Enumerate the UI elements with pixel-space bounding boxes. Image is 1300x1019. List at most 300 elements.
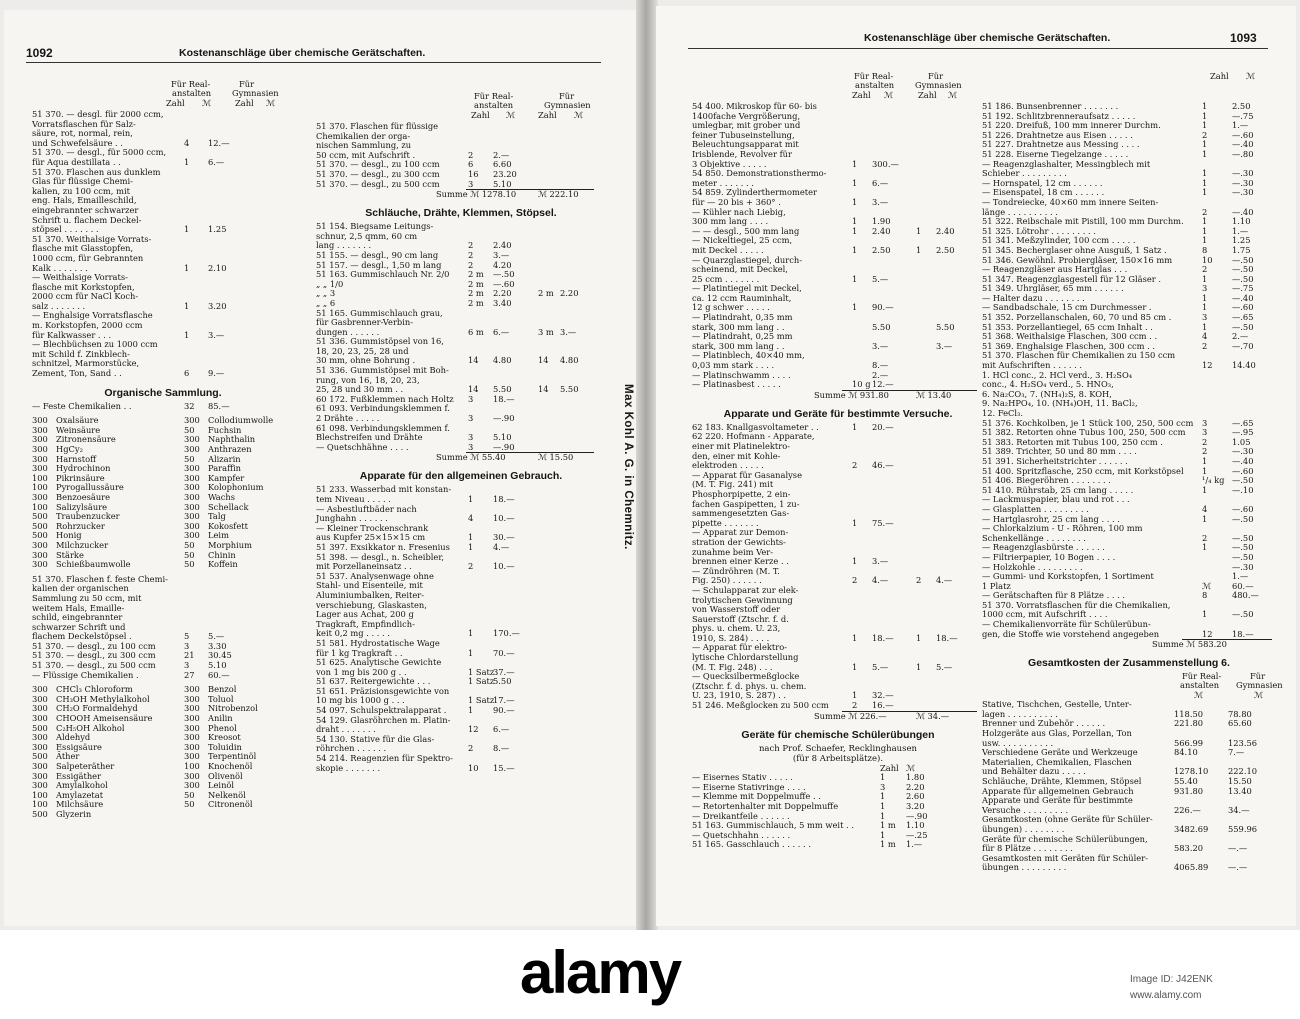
lc2-value-cell: 3 <box>468 413 474 424</box>
rc2-value-cell: 84.10 <box>1174 747 1198 758</box>
rc2-value-cell: 1.— <box>1232 120 1249 131</box>
rc1-item-text: 1400fache Vergrößerung, <box>692 110 801 121</box>
rc2-item-text: 51 192. Schlitzbrenneraufsatz . . . . . <box>982 110 1136 121</box>
rc2-item-text: — Chemikalienvorräte für Schülerübun- <box>982 619 1151 630</box>
lc2-item-text: verschiebung, Glaskasten, <box>316 599 427 610</box>
rc2-item-text: — Reagenzglasbürste . . . . . . <box>982 542 1105 553</box>
rc2-value-cell: 1 <box>1202 292 1208 303</box>
rc2-item-text: Gesamtkosten mit Geräten für Schüler- <box>982 852 1148 863</box>
lc1-item-text: Kalk . . . . . . . <box>32 262 88 273</box>
rc2-value-cell: 18.— <box>1232 628 1254 639</box>
lc1-amount: 500 <box>32 722 48 733</box>
rc2-item-text: Materialien, Chemikalien, Flaschen <box>982 756 1132 767</box>
lc2-value-cell: 17.— <box>493 695 515 706</box>
rc1-value-cell: 2 <box>852 575 858 586</box>
lc2-value-cell: 1 Satz <box>468 676 495 687</box>
rc2-value-cell: 1 <box>1202 455 1208 466</box>
lc1-chemical-name: Hydrochinon <box>56 463 111 474</box>
left-header-rule <box>26 62 601 63</box>
lc2-value-cell: 3 <box>468 432 474 443</box>
lc1-chemical-name: Morphium <box>208 539 252 550</box>
lc1-value-cell: 1 <box>184 156 190 167</box>
rc1-item-text: 54 850. Demonstrationsthermo- <box>692 168 827 179</box>
lc1-amount: 300 <box>184 482 200 493</box>
lc2-value-cell: 4 <box>468 513 474 524</box>
rc1-value-cell: 1 <box>852 196 858 207</box>
lc1-chemical-pair-row <box>32 810 294 820</box>
rc2-table-row <box>982 863 1276 873</box>
lc1-chemical-name: Citronenöl <box>208 799 253 810</box>
rc2-value-cell: —.30 <box>1232 561 1254 572</box>
lc2-value-cell: 2 m <box>538 288 554 299</box>
rc1-value-cell: 2.50 <box>872 244 891 255</box>
lc2-head-label: Zahl <box>471 110 490 120</box>
lc2-value-cell: 3 <box>468 441 474 452</box>
rc1-head-label: Für <box>928 71 944 81</box>
lc2-value-cell: 6.60 <box>493 159 512 170</box>
lc1-value-cell: 32 <box>184 400 195 411</box>
lc1-chemical-name: CH₂O Formaldehyd <box>56 703 138 714</box>
lc2-value-cell: 3 m <box>538 326 554 337</box>
rc2-item-text: Schenkellänge . . . . . . . . <box>982 532 1086 543</box>
lc1-chemical-name: Leim <box>208 530 229 541</box>
lc1-item-text: Zement, Ton, Sand . . <box>32 368 122 379</box>
lc2-item-text: 51 651. Präzisionsgewichte von <box>316 685 450 696</box>
lc2-item-text: von 1 mg bis 200 g . . <box>316 666 407 677</box>
lc2-value-cell: 2 m <box>468 278 484 289</box>
lc1-chemical-name: Milchzucker <box>56 539 109 550</box>
rc2-item-text: 51 382. Retorten ohne Tubus 100, 250, 500 ccm <box>982 427 1186 438</box>
lc1-item-text: — Weithalsige Vorrats- <box>32 272 128 283</box>
rc2-value-cell: —.50 <box>1232 273 1254 284</box>
rc1-value-cell: 4.— <box>872 575 889 586</box>
rc2-totals-head-label: Gymnasien <box>1236 680 1283 691</box>
rc1-value-cell: 6.— <box>872 177 889 188</box>
lc2-value-cell: 37.— <box>493 666 515 677</box>
rc1-value-cell: 2 <box>852 460 858 471</box>
rc1-item-text: für — 20 bis + 360° . <box>692 196 781 207</box>
lc2-value-cell: 2 <box>468 240 474 251</box>
lc1-chemical-name: Kolophonium <box>208 482 264 493</box>
lc1-value-cell: 1 <box>184 224 190 235</box>
lc2-item-text: 51 397. Exsikkator n. Fresenius <box>316 541 450 552</box>
lc1-chemical-name: Anilin <box>208 713 233 724</box>
lc1-section-heading: Organische Sammlung. <box>104 386 222 399</box>
rc2-value-cell: —.60 <box>1232 465 1254 476</box>
lc2-value-cell: —.90 <box>493 413 515 424</box>
lc1-value-cell: 5.— <box>208 631 225 642</box>
lc2-item-text: röhrchen . . . . . . <box>316 743 387 754</box>
rc1-value-cell: 32.— <box>872 690 894 701</box>
rc2-item-text: — Eisenspatel, 18 cm . . . . . . <box>982 187 1105 198</box>
lc1-head-label: ℳ <box>202 98 211 108</box>
rc2-item-text: Versuche . . . . . . . . . <box>982 804 1069 815</box>
lc2-value-cell: 2 m <box>468 269 484 280</box>
rc2-item-text: 51 406. Biegeröhren . . . . . . . . <box>982 475 1111 486</box>
rc1-section-subheading: (für 8 Arbeitsplätze). <box>792 753 884 764</box>
rc1-item-text: ca. 12 ccm Rauminhalt, <box>692 292 792 303</box>
rc2-value-cell: 8 <box>1202 590 1208 601</box>
lc1-amount: 300 <box>32 444 48 454</box>
rc2-item-text: 51 352. Porzellanschalen, 60, 70 und 85 cm . <box>982 312 1172 323</box>
rc1-item-text: sammengesetzten Gas- <box>692 508 790 519</box>
rc2-value-cell: 1 <box>1202 168 1208 179</box>
lc1-chemical-name: Schellack <box>208 501 249 512</box>
rc2-item-text: gen, die Stoffe wie vorstehend angegeben <box>982 628 1160 639</box>
lc2-value-cell: 2 <box>468 743 474 754</box>
rc1-value-cell: 1.80 <box>906 772 925 783</box>
rc2-value-cell: ¹/₄ kg <box>1202 475 1225 486</box>
rc2-value-cell: —.50 <box>1232 532 1254 543</box>
lc2-value-cell: —.50 <box>493 269 515 280</box>
rc1-value-cell: 1 m <box>880 839 896 850</box>
watermark-site: www.alamy.com <box>1130 990 1202 1001</box>
rc2-item-text: 51 389. Trichter, 50 und 80 mm . . . . <box>982 446 1137 457</box>
lc2-item-text: 51 336. Gummistöpsel von 16, <box>316 336 444 347</box>
lc2-item-text: rung, von 16, 18, 20, 23, <box>316 374 420 385</box>
lc2-sum-value: Summe ℳ 55.40 <box>436 452 506 463</box>
lc1-value-cell: 12.— <box>208 137 230 148</box>
lc2-value-cell: 18.— <box>493 494 515 504</box>
lc2-value-cell: 2 <box>468 249 474 260</box>
lc1-chemical-name: Glyzerin <box>56 808 92 819</box>
rc2-value-cell: —.75 <box>1232 110 1254 121</box>
rc2-value-cell: 2.50 <box>1232 101 1251 111</box>
lc1-chemical-name: Olivenöl <box>208 770 243 781</box>
rc1-value-cell: 3 <box>880 781 886 792</box>
lc1-head-label: Gymnasien <box>232 88 279 98</box>
rc1-item-text: 12 g schwer . . . . . <box>692 302 770 313</box>
lc1-head-label: Zahl <box>166 98 185 108</box>
lc1-amount: 500 <box>32 520 48 531</box>
rc1-item-text: — Apparat für Gasanalyse <box>692 469 802 480</box>
rc2-value-cell: —.50 <box>1232 264 1254 275</box>
rc2-value-cell: 1 <box>1202 302 1208 313</box>
lc2-value-cell: 6.— <box>493 326 510 337</box>
lc2-sum-row <box>316 189 606 199</box>
lc2-value-cell: 2 <box>468 149 474 160</box>
lc1-amount: 300 <box>32 549 48 560</box>
lc1-amount: 100 <box>32 789 48 800</box>
rc2-value-cell: —.10 <box>1232 484 1254 495</box>
rc2-item-text: Holzgeräte aus Glas, Porzellan, Ton <box>982 728 1132 739</box>
lc1-amount: 50 <box>184 549 195 560</box>
lc2-sum-value: Summe ℳ 1278.10 <box>436 189 517 200</box>
left-page-number: 1092 <box>26 46 53 60</box>
lc2-item-text: für 1 kg Tragkraft . . <box>316 647 403 658</box>
lc2-value-cell: 5.50 <box>493 676 512 687</box>
lc2-head-label: ℳ <box>506 110 515 120</box>
lc1-value-cell: 1.25 <box>208 224 227 235</box>
rc1-value-cell: 1 <box>852 556 858 567</box>
lc2-value-cell: 90.— <box>493 705 515 716</box>
rc2-value-cell: —.80 <box>1232 148 1254 159</box>
rc2-value-cell: 1.75 <box>1232 244 1251 255</box>
left-page-header: Kostenanschläge über chemische Gerätschaften. <box>179 47 426 59</box>
rc1-item-text: 51 165. Gasschlauch . . . . . . <box>692 839 811 850</box>
lc1-amount: 300 <box>32 732 48 743</box>
rc2-item-text: — Glasplatten . . . . . . . . . <box>982 503 1089 514</box>
lc2-section-heading: Apparate für den allgemeinen Gebrauch. <box>359 470 563 483</box>
lc1-value-cell: 1 <box>184 262 190 273</box>
lc1-amount: 100 <box>32 799 48 810</box>
rc2-value-cell: 3 <box>1202 427 1208 438</box>
rc2-value-cell: 1 <box>1202 484 1208 495</box>
lc1-amount: 300 <box>184 693 200 704</box>
rc1-sum-value: ℳ 13.40 <box>916 389 952 400</box>
lc2-value-cell: 1 <box>468 494 474 504</box>
lc1-chemical-name: Anthrazen <box>208 444 252 454</box>
lc2-item-text: Tragkraft, Empfindlich- <box>316 618 415 629</box>
lc1-chemical-name: CHCl₃ Chloroform <box>56 684 133 695</box>
lc1-amount: 300 <box>184 463 200 474</box>
lc2-value-cell: —.60 <box>493 278 515 289</box>
rc2-value-cell: 2 <box>1202 129 1208 140</box>
rc2-value-cell: 78.80 <box>1228 708 1252 719</box>
rc2-value-cell: 118.50 <box>1174 708 1204 719</box>
rc1-value-cell: 2.— <box>872 369 889 380</box>
lc2-item-text: mit Porzellaneinsatz . . <box>316 561 412 572</box>
rc1-value-cell: —.90 <box>906 810 928 821</box>
lc1-amount: 300 <box>184 703 200 714</box>
lc1-item-text: stöpsel . . . . . . . <box>32 224 99 235</box>
rc1-item-text: 1910, S. 284) . . . . <box>692 632 770 643</box>
lc1-item-text: — Feste Chemikalien . . <box>32 400 132 411</box>
rc2-item-text: für 8 Plätze . . . . . . . . <box>982 843 1073 854</box>
lc2-head-label: Gymnasien <box>544 100 591 110</box>
rc1-item-text: — Platintiegel mit Deckel, <box>692 283 802 294</box>
lc1-amount: 300 <box>184 684 200 695</box>
lc1-amount: 50 <box>184 539 195 550</box>
lc1-item-text: 2000 ccm für NaCl Koch- <box>32 291 139 302</box>
lc1-head-label: Für <box>239 79 255 89</box>
rc2-value-cell: 12 <box>1202 360 1213 371</box>
lc2-value-cell: 5.10 <box>493 432 512 443</box>
lc1-amount: 300 <box>184 770 200 781</box>
rc2-item-text: 51 353. Porzellantiegel, 65 ccm Inhalt . . <box>982 321 1153 332</box>
rc2-value-cell: 1 <box>1202 177 1208 188</box>
rc2-item-text: und Behälter dazu . . . . . <box>982 766 1086 777</box>
lc2-value-cell: 2.40 <box>493 240 512 251</box>
lc1-amount: 300 <box>184 472 200 483</box>
rc1-value-cell: 18.— <box>872 632 894 643</box>
rc2-value-cell: —.30 <box>1232 187 1254 198</box>
rc2-sum-row <box>982 639 1276 649</box>
lc1-item-text: weitem Hals, Emaille- <box>32 602 125 613</box>
lc1-table-row <box>32 671 294 681</box>
lc2-value-cell: 4.80 <box>560 355 579 366</box>
rc1-value-cell: 1 <box>852 661 858 672</box>
lc2-item-text: 51 155. — desgl., 90 cm lang <box>316 249 439 260</box>
lc1-amount: 500 <box>32 751 48 762</box>
lc2-value-cell: 1 <box>468 532 474 543</box>
lc1-amount: 300 <box>32 713 48 724</box>
lc2-item-text: 51 637. Reitergewichte . . . <box>316 676 431 687</box>
lc1-chemical-name: Paraffin <box>208 463 241 474</box>
rc2-value-cell: 1.05 <box>1232 436 1251 447</box>
lc2-sum-value: ℳ 222.10 <box>538 189 579 200</box>
lc2-value-cell: 10.— <box>493 561 515 572</box>
rc1-value-cell: 75.— <box>872 517 894 528</box>
rc2-value-cell: 2 <box>1202 206 1208 217</box>
rc1-item-text: 62 183. Knallgasvoltameter . . <box>692 421 819 432</box>
rc2-item-text: 51 368. Weithalsige Flaschen, 300 ccm . . <box>982 331 1158 342</box>
lc1-block-gap <box>32 820 294 825</box>
lc1-amount: 300 <box>184 530 200 541</box>
rc2-totals-head-label: ℳ <box>1194 690 1203 701</box>
rc1-item-text: (M. T. Fig. 241) mit <box>692 479 774 490</box>
rc2-totals-head <box>982 671 1283 701</box>
lc2-item-text: Lager aus Achat, 200 g <box>316 609 414 620</box>
lc2-item-text: 51 370. — desgl., zu 300 ccm <box>316 168 440 179</box>
lc2-item-text: — Asbestluftbäder nach <box>316 503 417 514</box>
rc1-item-text: fachen Gaspipetten, 1 zu- <box>692 498 800 509</box>
rc2-value-cell: —.40 <box>1232 206 1254 217</box>
lc1-item-text: eng. Hals, Emailleschild, <box>32 195 137 206</box>
rc2-totals-head-label: anstalten <box>1180 680 1220 691</box>
rc2-value-cell: 1 <box>1202 273 1208 284</box>
lc1-item-text: flasche mit Glasstopfen, <box>32 243 134 254</box>
lc2-item-text: 54 130. Stative für die Glas- <box>316 733 435 744</box>
lc1-amount: 100 <box>32 501 48 512</box>
rc1-item-text: 25 ccm . . . . . . . <box>692 273 760 284</box>
rc2-value-cell: 480.— <box>1232 590 1259 601</box>
lc1-chemical-pair-row <box>32 560 294 570</box>
lc1-item-text: kalien, zu 100 ccm, mit <box>32 185 130 196</box>
lc1-value-cell: 1 <box>184 300 190 311</box>
book-gutter <box>636 0 658 930</box>
lc1-amount: 300 <box>184 741 200 752</box>
rc1-item-text: 62 220. Hofmann - Apparate, <box>692 431 815 442</box>
lc2-item-text: 18, 20, 23, 25, 28 und <box>316 345 409 356</box>
lc1-amount: 300 <box>32 770 48 781</box>
lc2-value-cell: 4.80 <box>493 355 512 366</box>
lc1-item-text: salz . . . . . . . <box>32 300 86 311</box>
rc2-value-cell: 10 <box>1202 254 1213 265</box>
rc1-item-text: — — desgl., 500 mm lang <box>692 225 800 236</box>
lc1-item-text: 51 370. Flaschen f. feste Chemi- <box>32 573 168 584</box>
lc2-value-cell: 2 m <box>468 297 484 308</box>
rc2-value-cell: 4 <box>1202 503 1208 514</box>
rc2-table-row <box>982 630 1276 640</box>
lc2-item-text: 51 370. Flaschen für flüssige <box>316 121 439 131</box>
rc2-item-text: übungen) . . . . . . . . <box>982 823 1065 834</box>
lc2-value-cell: 3.— <box>493 249 510 260</box>
lc2-item-text: — Quetschhähne . . . . <box>316 441 409 452</box>
lc1-amount: 50 <box>184 453 195 464</box>
rc2-value-cell: 4065.89 <box>1174 862 1209 873</box>
lc2-sum-value: ℳ 15.50 <box>538 452 574 463</box>
rc2-value-cell: 1 <box>1202 101 1208 111</box>
rc1-value-cell: 2.20 <box>906 781 925 792</box>
rc1-value-cell: 1 <box>852 632 858 643</box>
lc2-item-text: tem Niveau . . . . . <box>316 494 391 504</box>
lc1-item-text: 51 370. — desgl., zu 300 ccm <box>32 650 156 661</box>
rc1-item-text: pipette . . . . . . . <box>692 517 759 528</box>
rc1-item-text: 54 400. Mikroskop für 60- bis <box>692 101 817 111</box>
lc2-head-label: anstalten <box>474 100 514 110</box>
lc1-chemical-name: Äther <box>56 751 80 762</box>
lc1-chemical-name: CHOOH Ameisensäure <box>56 713 153 724</box>
rc2-value-cell: 566.99 <box>1174 737 1204 748</box>
rc2-value-cell: 1.— <box>1232 225 1249 236</box>
lc2-head-label: Zahl <box>538 110 557 120</box>
rc2-item-text: — Holzkohle . . . . . . . . . <box>982 561 1083 572</box>
rc1-item-text: — Platinasbest . . . . . <box>692 379 781 390</box>
rc2-value-cell: —.40 <box>1232 455 1254 466</box>
lc1-amount: 300 <box>32 559 48 570</box>
rc1-value-cell: 1 <box>880 772 886 783</box>
lc2-item-text: „ „ 6 <box>316 297 336 308</box>
rc1-item-text: scheinend, mit Deckel, <box>692 264 788 275</box>
lc1-amount: 100 <box>184 761 200 771</box>
lc2-value-cell: 4.20 <box>493 259 512 270</box>
lc2-value-cell: 1 <box>468 705 474 716</box>
rc1-item-text: — Platinblech, 40×40 mm, <box>692 350 805 361</box>
lc1-amount: 300 <box>184 415 200 426</box>
lc1-item-text: kalien der organischen <box>32 583 129 594</box>
rc1-item-text: 0,03 mm stark . . . . <box>692 360 775 371</box>
rc2-value-cell: —.65 <box>1232 312 1254 323</box>
lc1-chemical-name: Harnstoff <box>56 453 96 464</box>
rc2-value-cell: —.30 <box>1232 446 1254 457</box>
rc1-item-text: 51 163. Gummischlauch, 5 mm weit . . <box>692 820 854 831</box>
lc1-item-text: eingebrannter schwarzer <box>32 204 139 215</box>
lc1-value-cell: 6 <box>184 368 190 379</box>
rc1-item-text: mit Deckel . . . . . <box>692 244 764 255</box>
right-page-number: 1093 <box>1230 31 1257 45</box>
rc2-value-cell: 15.50 <box>1228 776 1252 786</box>
rc1-head-label: Gymnasien <box>915 80 962 90</box>
lc2-table-row <box>316 289 606 299</box>
lc2-item-text: Stahl- und Eisenteile, mit <box>316 580 423 591</box>
left-column-1 <box>32 80 294 825</box>
lc1-item-text: flachem Deckelstöpsel . <box>32 631 132 642</box>
rc2-value-cell: —.70 <box>1232 340 1254 351</box>
rc1-value-cell: 1 <box>880 829 886 840</box>
lc1-amount: 300 <box>32 741 48 752</box>
lc1-value-cell: 4 <box>184 137 190 148</box>
lc1-value-cell: 3.30 <box>208 640 227 651</box>
rc1-item-text: (Ztschr. f. d. phys. u. chem. <box>692 680 807 691</box>
lc1-amount: 300 <box>184 501 200 512</box>
rc2-item-text: 51 345. Becherglaser ohne Ausguß, 1 Satz . <box>982 244 1167 255</box>
lc1-table-row <box>32 402 294 412</box>
lc1-amount: 300 <box>32 539 48 550</box>
rc2-value-cell: 1278.10 <box>1174 766 1209 777</box>
lc2-value-cell: 14 <box>468 355 479 366</box>
lc2-item-text: Junghahn . . . . . . <box>316 513 388 524</box>
rc1-sum-row <box>692 390 984 400</box>
rc1-table-row <box>692 701 984 711</box>
lc1-chemical-name: Kampfer <box>208 472 245 483</box>
lc1-chemical-name: Pikrinsäure <box>56 472 105 483</box>
rc1-value-cell: 16.— <box>872 700 894 711</box>
rc1-item-text: — Platinschwamm . . . . <box>692 369 791 380</box>
lc1-amount: 100 <box>32 482 48 493</box>
rc2-value-cell: 1 <box>1202 148 1208 159</box>
lc1-chemical-name: HgCy₂ <box>56 444 83 454</box>
rc2-value-cell: —.50 <box>1232 254 1254 265</box>
rc1-item-text: Irisblende, Revolver für <box>692 148 792 159</box>
rc2-item-text: — Gummi- und Korkstopfen, 1 Sortiment <box>982 571 1154 582</box>
rc1-value-cell: 12.— <box>872 379 894 390</box>
rc2-value-cell: 1.10 <box>1232 216 1251 227</box>
lc2-item-text: 54 129. Glasröhrchen m. Platin- <box>316 714 451 725</box>
lc1-amount: 50 <box>184 799 195 810</box>
lc1-value-cell: 5.10 <box>208 660 227 671</box>
rc2-value-cell: —.75 <box>1232 283 1254 294</box>
